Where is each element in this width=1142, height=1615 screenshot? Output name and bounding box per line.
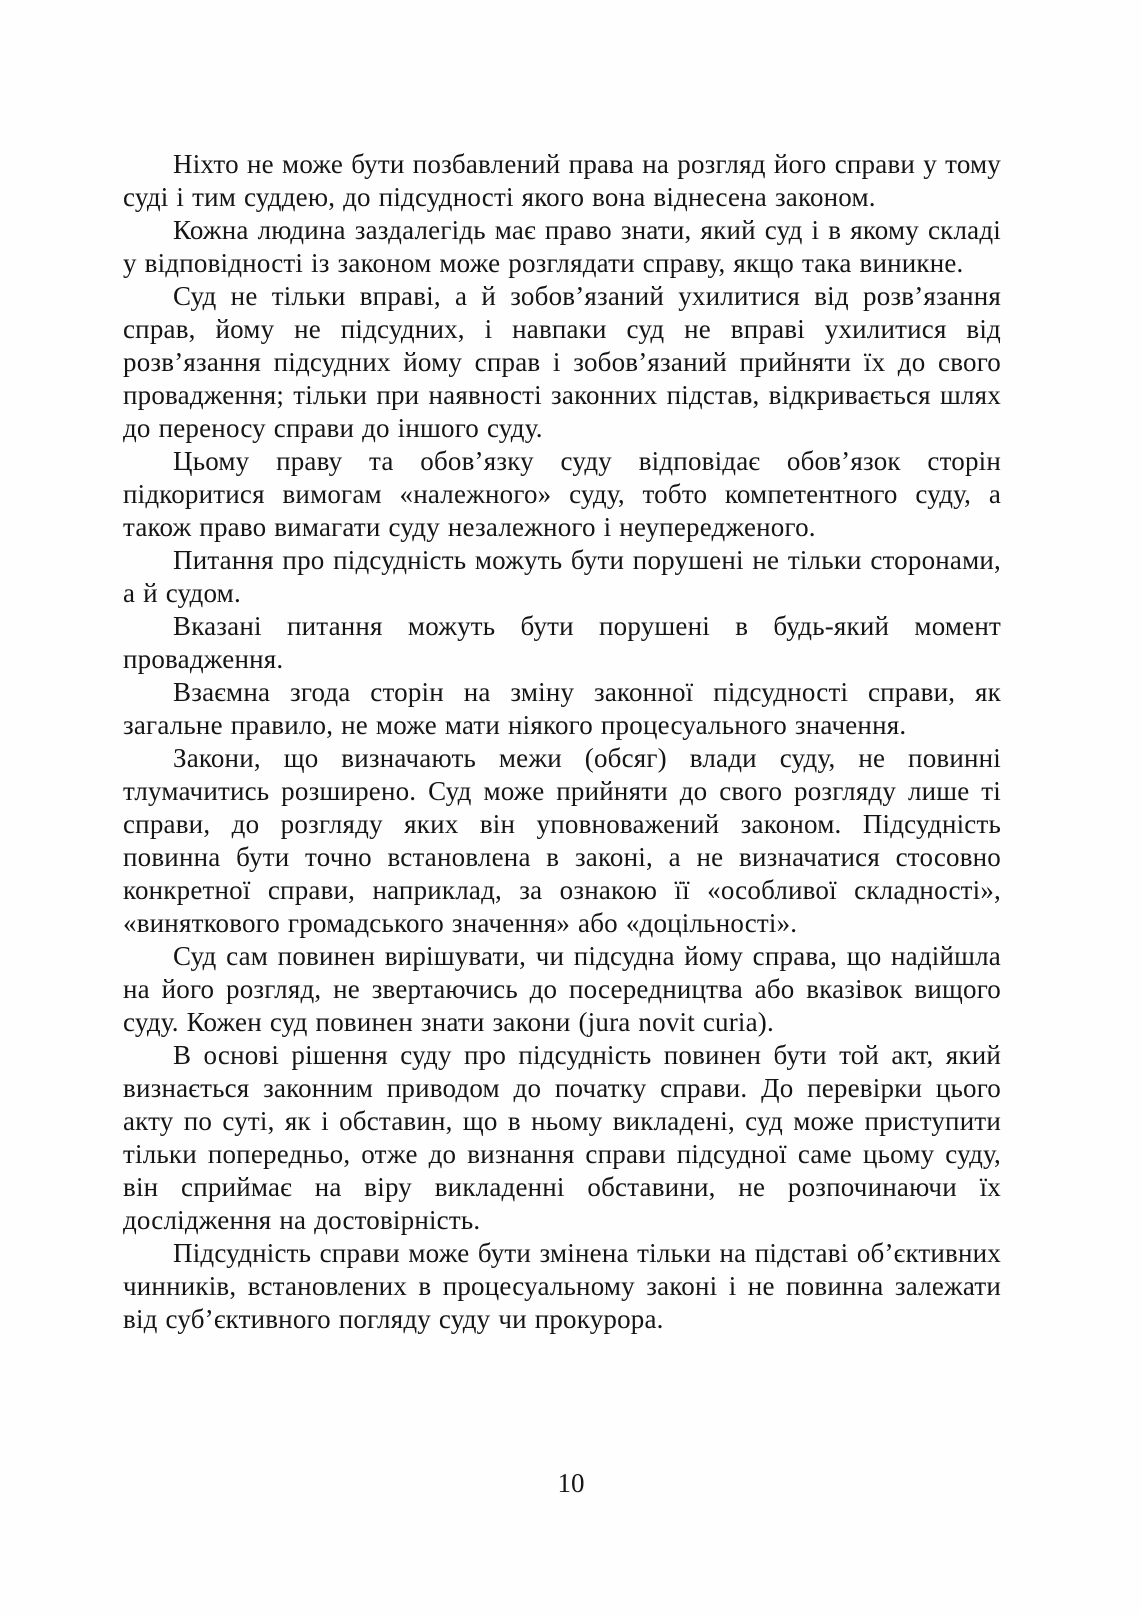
paragraph: Вказані питання можуть бути порушені в будь-який момент провадження. — [123, 611, 1001, 674]
paragraph: Підсудність справи може бути змінена тільки на підставі об’єктивних чинників, встановлених в процесуальному законі і не повинна залежати від суб’єктивного погляду суду чи прокурора. — [123, 1238, 1001, 1334]
page-number: 10 — [557, 1468, 585, 1498]
paragraph: Питання про підсудність можуть бути порушені не тільки сторонами, а й судом. — [123, 545, 1001, 608]
paragraph: Ніхто не може бути позбавлений права на розгляд його справи у тому суді і тим суддею, до підсудності якого вона віднесена законом. — [123, 149, 1001, 212]
paragraph: Суд сам повинен вирішувати, чи підсудна йому справа, що надійшла на його розгляд, не звертаючись до посередництва або вказівок вищого суду. Кожен суд повинен знати закони (jura novit curia). — [123, 941, 1001, 1037]
paragraph: Взаємна згода сторін на зміну законної підсудності справи, як загальне правило, не може мати ніякого процесуального значення. — [123, 677, 1001, 740]
paragraph: В основі рішення суду про підсудність повинен бути той акт, який визнається законним приводом до початку справи. До перевірки цього акту по суті, як і обставин, що в ньому викладені, суд може приступити тільки попередньо, отже до визнання справи підсудної саме цьому суду, він сприймає на віру викладенні обставини, не розпочинаючи їх дослідження на достовірність. — [123, 1040, 1001, 1235]
paragraph: Кожна людина заздалегідь має право знати, який суд і в якому складі у відповідності із законом може розглядати справу, якщо така виникне. — [123, 215, 1001, 278]
paragraph: Цьому праву та обов’язку суду відповідає обов’язок сторін підкоритися вимогам «належного» суду, тобто компетентного суду, а також право вимагати суду незалежного і неупередженого. — [123, 446, 1001, 542]
paragraph: Закони, що визначають межи (обсяг) влади суду, не повинні тлумачитись розширено. Суд може прийняти до свого розгляду лише ті справи, до розгляду яких він уповноважений законом. Підсудність повинна бути точно встановлена в законі, а не визначатися стосовно конкретної справи, наприклад, за ознакою її «особливої складності», «виняткового громадського значення» або «доцільності». — [123, 743, 1001, 938]
paragraph: Суд не тільки вправі, а й зобов’язаний ухилитися від розв’язання справ, йому не підсудних, і навпаки суд не вправі ухилитися від розв’язання підсудних йому справ і зобов’язаний прийняти їх до свого провадження; тільки при наявності законних підстав, відкривається шлях до переносу справи до іншого суду. — [123, 281, 1001, 443]
text-block — [123, 148, 1001, 1336]
